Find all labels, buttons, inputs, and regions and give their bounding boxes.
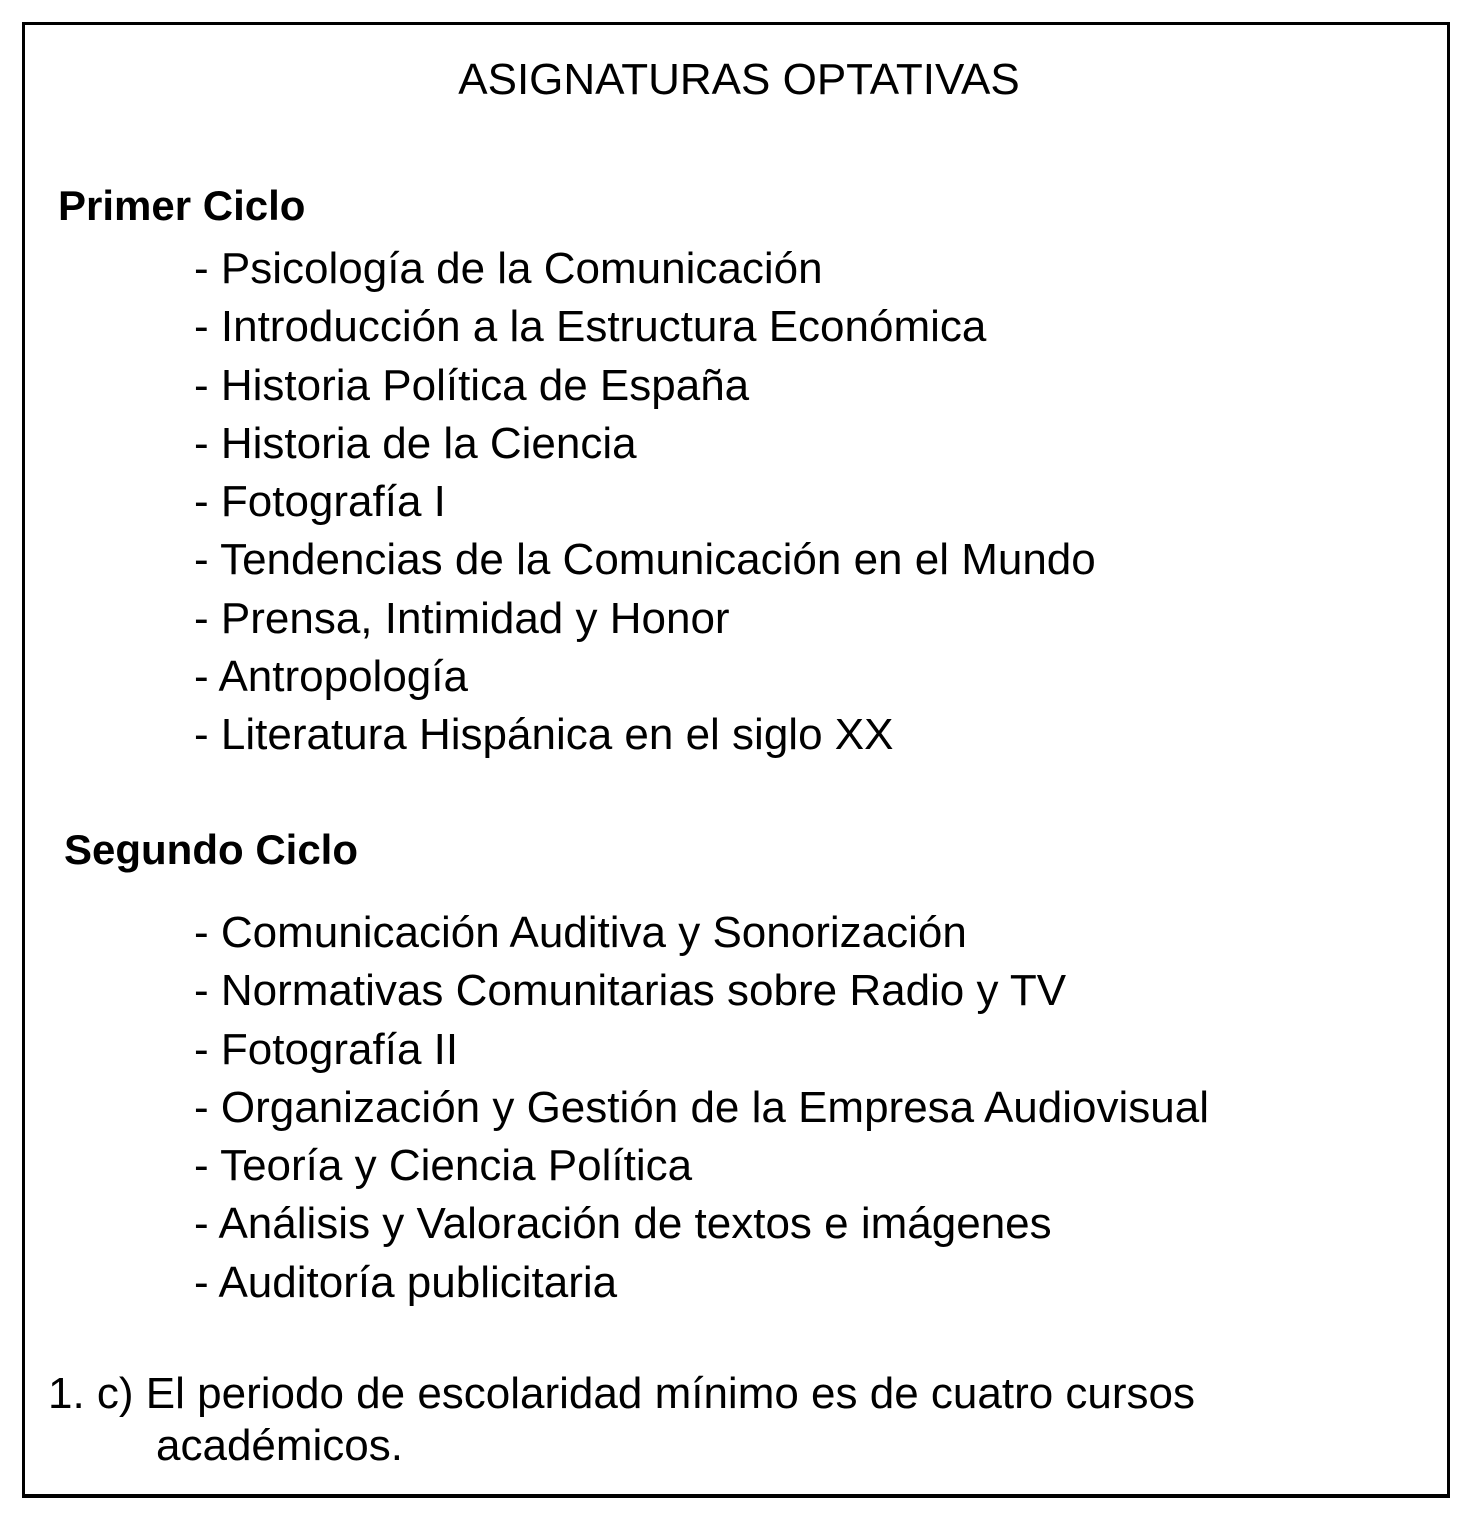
course-list-primer-ciclo — [194, 240, 1096, 765]
list-item: - Comunicación Auditiva y Sonorización — [194, 908, 967, 957]
list-item: - Organización y Gestión de la Empresa Audiovisual — [194, 1082, 1209, 1132]
list-item: - Análisis y Valoración de textos e imágenes — [194, 1199, 1052, 1249]
list-item: - Normativas Comunitarias sobre Radio y TV — [194, 966, 1067, 1016]
list-item: - Fotografía I — [194, 477, 446, 527]
list-item: - Psicología de la Comunicación — [194, 244, 823, 293]
page-title: ASIGNATURAS OPTATIVAS — [458, 55, 1020, 104]
list-item: - Teoría y Ciencia Política — [194, 1141, 693, 1191]
course-list-segundo-ciclo — [194, 904, 1209, 1312]
section-heading-primer-ciclo: Primer Ciclo — [58, 182, 306, 229]
list-item: - Tendencias de la Comunicación en el Mundo — [194, 535, 1096, 585]
list-item: - Introducción a la Estructura Económica — [194, 302, 987, 352]
list-item: - Fotografía II — [194, 1024, 459, 1074]
list-item: - Literatura Hispánica en el siglo XX — [194, 710, 894, 760]
list-item: - Prensa, Intimidad y Honor — [194, 593, 730, 643]
list-item: - Antropología — [194, 652, 468, 702]
list-item: - Historia Política de España — [194, 360, 750, 410]
section-heading-segundo-ciclo: Segundo Ciclo — [64, 826, 358, 873]
footnote-line-2: académicos. — [156, 1421, 404, 1470]
list-item: - Historia de la Ciencia — [194, 418, 637, 468]
footnote-line-1: 1. c) El periodo de escolaridad mínimo es de cuatro cursos — [48, 1369, 1196, 1418]
list-item: - Auditoría publicitaria — [194, 1257, 618, 1307]
